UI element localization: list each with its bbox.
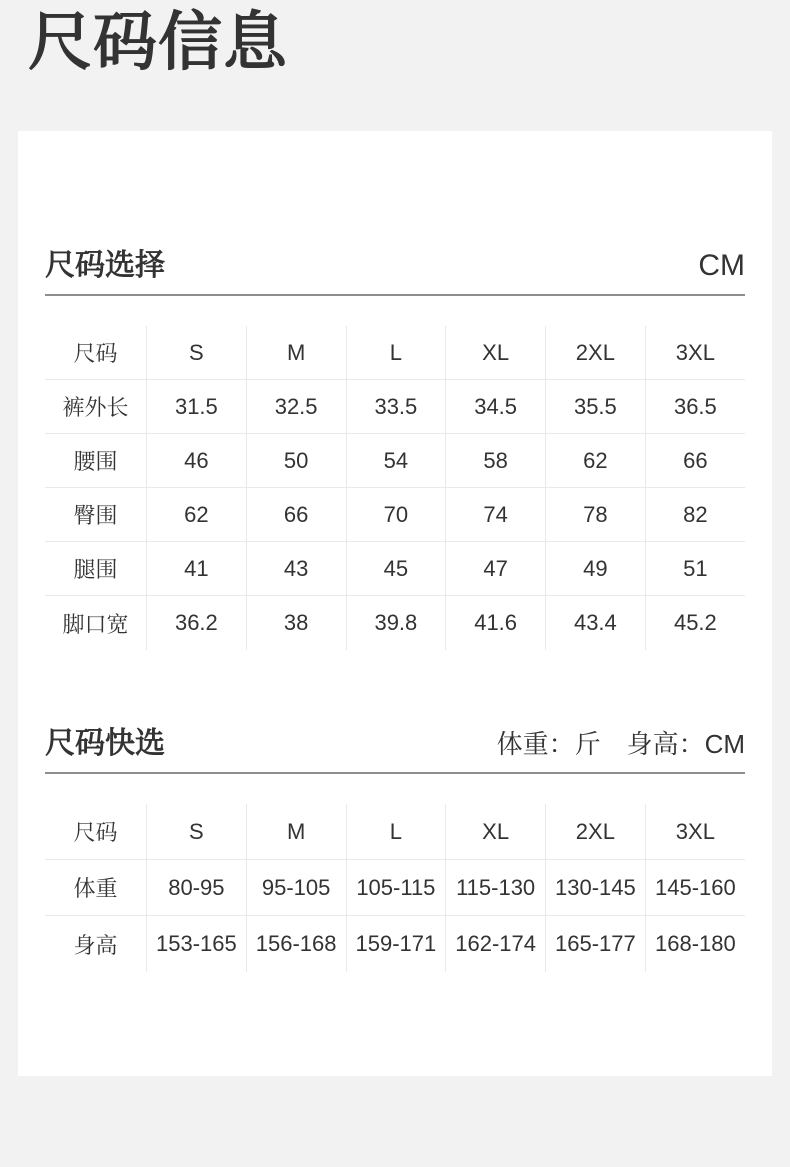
value-cell: 41 <box>147 542 247 596</box>
table-row <box>45 596 745 650</box>
column-header-cell: 2XL <box>546 804 646 860</box>
section-size-select-header <box>45 248 745 284</box>
section-size-select <box>45 248 745 650</box>
value-cell: 35.5 <box>546 380 646 434</box>
table-row <box>45 434 745 488</box>
value-cell: 162-174 <box>446 916 546 972</box>
value-cell: 74 <box>446 488 546 542</box>
section-quick-select <box>45 726 745 972</box>
value-cell: 39.8 <box>346 596 446 650</box>
row-label-cell: 身高 <box>45 916 147 972</box>
value-cell: 54 <box>346 434 446 488</box>
column-header-cell: M <box>246 326 346 380</box>
row-label-cell: 脚口宽 <box>45 596 147 650</box>
section-quick-select-header <box>45 726 745 762</box>
value-cell: 33.5 <box>346 380 446 434</box>
size-info-card <box>18 131 772 1076</box>
value-cell: 130-145 <box>546 860 646 916</box>
column-header-cell: 3XL <box>645 326 745 380</box>
value-cell: 32.5 <box>246 380 346 434</box>
value-cell: 165-177 <box>546 916 646 972</box>
row-label-cell: 腿围 <box>45 542 147 596</box>
value-cell: 45 <box>346 542 446 596</box>
column-header-cell: XL <box>446 804 546 860</box>
value-cell: 46 <box>147 434 247 488</box>
value-cell: 49 <box>546 542 646 596</box>
section-size-select-title: 尺码选择 <box>45 248 165 282</box>
column-header-cell: 3XL <box>645 804 745 860</box>
value-cell: 45.2 <box>673 610 717 636</box>
value-cell: 156-168 <box>246 916 346 972</box>
value-cell: 115-130 <box>446 860 546 916</box>
row-label-cell: 臀围 <box>45 488 147 542</box>
column-header-cell: L <box>346 326 446 380</box>
value-cell: 34.5 <box>446 380 546 434</box>
value-cell: 153-165 <box>147 916 247 972</box>
value-cell: 95-105 <box>246 860 346 916</box>
table-row <box>45 488 745 542</box>
column-header-cell: 2XL <box>546 326 646 380</box>
table-row <box>45 380 745 434</box>
value-cell: 43 <box>246 542 346 596</box>
column-header-cell: M <box>246 804 346 860</box>
value-cell: 31.5 <box>147 380 247 434</box>
value-cell: 168-180 <box>655 931 736 957</box>
section-divider <box>45 294 745 296</box>
value-cell: 36.5 <box>645 380 745 434</box>
table-row <box>45 916 745 972</box>
section-quick-select-unit-note: 体重：斤 身高：CM <box>496 728 745 759</box>
row-label-cell: 腰围 <box>45 434 147 488</box>
value-cell: 82 <box>645 488 745 542</box>
value-cell: 66 <box>645 434 745 488</box>
size-measurement-table <box>45 326 745 650</box>
value-cell: 58 <box>446 434 546 488</box>
value-cell: 41.6 <box>446 596 546 650</box>
value-cell: 36.2 <box>147 596 247 650</box>
value-cell: 70 <box>346 488 446 542</box>
row-label-cell: 体重 <box>45 860 147 916</box>
column-header-cell: S <box>147 326 247 380</box>
row-label-cell: 裤外长 <box>45 380 147 434</box>
column-header-cell: 尺码 <box>45 804 147 860</box>
value-cell: 159-171 <box>346 916 446 972</box>
value-cell: 51 <box>645 542 745 596</box>
value-cell: 62 <box>147 488 247 542</box>
value-cell: 66 <box>246 488 346 542</box>
quick-size-table <box>45 804 745 972</box>
value-cell: 43.4 <box>546 596 646 650</box>
table-header-row <box>45 326 745 380</box>
column-header-cell: XL <box>446 326 546 380</box>
column-header-cell: S <box>147 804 247 860</box>
page-title: 尺码信息 <box>28 6 288 78</box>
column-header-cell: L <box>346 804 446 860</box>
value-cell: 38 <box>246 596 346 650</box>
section-divider <box>45 772 745 774</box>
table-row <box>45 860 745 916</box>
value-cell: 50 <box>246 434 346 488</box>
value-cell: 47 <box>446 542 546 596</box>
value-cell: 62 <box>546 434 646 488</box>
table-row <box>45 542 745 596</box>
section-quick-select-title: 尺码快选 <box>45 726 165 760</box>
value-cell: 78 <box>546 488 646 542</box>
table-header-row <box>45 804 745 860</box>
value-cell: 105-115 <box>346 860 446 916</box>
column-header-cell: 尺码 <box>45 326 147 380</box>
value-cell: 80-95 <box>147 860 247 916</box>
section-size-select-unit: CM <box>698 248 745 282</box>
value-cell: 145-160 <box>645 860 745 916</box>
